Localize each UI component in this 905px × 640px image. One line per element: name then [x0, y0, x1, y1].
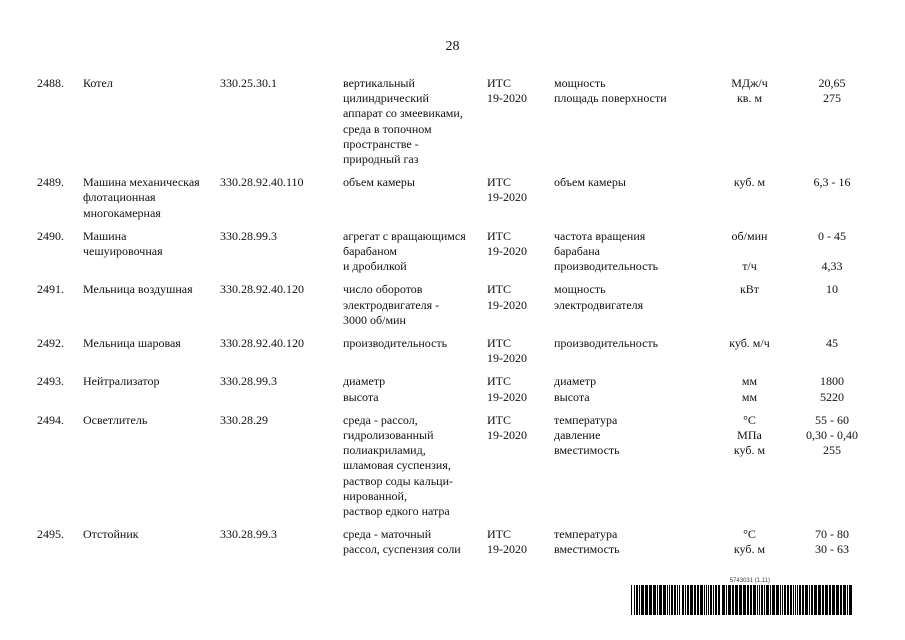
its-reference-line: 19-2020 — [487, 297, 527, 312]
parameter-unit-line: кв. м — [736, 91, 763, 106]
okpd-code — [220, 413, 268, 428]
equipment-name — [83, 413, 218, 428]
parameter-value — [792, 229, 872, 275]
barcode-icon — [631, 585, 855, 615]
its-reference-line: ИТС — [487, 335, 511, 350]
its-reference — [487, 175, 527, 205]
parameter-name — [554, 175, 719, 190]
equipment-description-line: электродвигателя - — [343, 297, 440, 312]
equipment-description-line: нированной, — [343, 488, 407, 503]
equipment-description-line: 3000 об/мин — [343, 312, 406, 327]
parameter-value-line: 45 — [826, 335, 838, 350]
parameter-value-line: 275 — [823, 91, 841, 106]
equipment-description-line: среда - маточный — [343, 527, 432, 542]
parameter-unit-line: об/мин — [731, 228, 768, 243]
parameter-unit-line: т/ч — [742, 259, 757, 274]
equipment-description — [343, 374, 483, 404]
okpd-code — [220, 374, 277, 389]
equipment-description — [343, 336, 483, 351]
parameter-name-line: диаметр — [554, 374, 597, 389]
its-reference — [487, 413, 527, 443]
parameter-value — [792, 527, 872, 557]
equipment-name-line: флотационная — [83, 190, 156, 205]
parameter-name — [554, 374, 719, 404]
okpd-code-line: 330.28.99.3 — [220, 374, 277, 389]
its-reference-line: 19-2020 — [487, 427, 527, 442]
equipment-description-line: шламовая суспензия, — [343, 458, 451, 473]
equipment-name-line: Отстойник — [83, 527, 139, 542]
table-row — [0, 413, 905, 519]
parameter-unit-line: мм — [741, 389, 758, 404]
equipment-description-line: пространстве - — [343, 136, 419, 151]
parameter-name-line: температура — [554, 412, 618, 427]
its-reference-line: 19-2020 — [487, 389, 527, 404]
parameter-name-line: температура — [554, 527, 618, 542]
parameter-name-line: вместимость — [554, 542, 620, 557]
parameter-unit — [722, 175, 777, 190]
equipment-table — [0, 76, 905, 566]
parameter-unit — [722, 229, 777, 275]
equipment-description-line: цилиндрический — [343, 91, 429, 106]
equipment-description-line: высота — [343, 389, 379, 404]
parameter-name-line: вместимость — [554, 443, 620, 458]
equipment-description-line: рассол, суспензия соли — [343, 542, 461, 557]
parameter-value-line: 55 - 60 — [815, 412, 849, 427]
parameter-name-line: мощность — [554, 282, 606, 297]
equipment-description-line: среда - рассол, — [343, 412, 418, 427]
table-row — [0, 527, 905, 557]
equipment-name — [83, 336, 218, 351]
equipment-description — [343, 413, 483, 519]
table-row — [0, 175, 905, 221]
equipment-description-line: агрегат с вращающимся — [343, 228, 466, 243]
equipment-name — [83, 527, 218, 542]
barcode-block — [631, 578, 855, 619]
its-reference — [487, 76, 527, 106]
equipment-name — [83, 76, 218, 91]
equipment-description-line: барабаном — [343, 243, 397, 258]
parameter-value-line: 5220 — [820, 389, 844, 404]
row-number: 2493. — [37, 374, 64, 389]
parameter-name-line: площадь поверхности — [554, 91, 667, 106]
okpd-code — [220, 527, 277, 542]
parameter-value-line: 10 — [826, 282, 838, 297]
parameter-unit — [722, 527, 777, 557]
its-reference-line: ИТС — [487, 76, 511, 90]
parameter-name-line: давление — [554, 427, 601, 442]
equipment-name-line: Машина механическая — [83, 175, 200, 190]
equipment-description — [343, 282, 483, 328]
parameter-value-line: 70 - 80 — [815, 527, 849, 542]
parameter-unit-line: куб. м — [733, 443, 766, 458]
equipment-description — [343, 76, 483, 167]
equipment-description — [343, 229, 483, 275]
equipment-name-line: многокамерная — [83, 205, 161, 220]
row-number: 2491. — [37, 282, 64, 297]
equipment-description-line: и дробилкой — [343, 259, 407, 274]
equipment-name-line: чешуировочная — [83, 243, 163, 258]
equipment-description-line: среда в топочном — [343, 121, 432, 136]
equipment-description — [343, 175, 483, 190]
okpd-code — [220, 229, 277, 244]
its-reference — [487, 282, 527, 312]
parameter-name — [554, 527, 719, 557]
equipment-description-line: природный газ — [343, 152, 419, 167]
parameter-unit-line: мм — [741, 374, 758, 389]
equipment-description-line: вертикальный — [343, 76, 415, 90]
its-reference-line: ИТС — [487, 175, 511, 190]
parameter-name — [554, 229, 719, 275]
okpd-code — [220, 336, 304, 351]
its-reference — [487, 229, 527, 259]
equipment-name-line: Мельница воздушная — [83, 282, 193, 297]
parameter-value-line: 30 - 63 — [815, 542, 849, 557]
parameter-unit-line: МДж/ч — [731, 76, 768, 90]
its-reference — [487, 374, 527, 404]
parameter-unit-line: МПа — [737, 427, 762, 442]
barcode-caption: 5743031 (1.11) — [729, 578, 770, 584]
its-reference-line: ИТС — [487, 412, 511, 427]
okpd-code — [220, 175, 304, 190]
its-reference-line: 19-2020 — [487, 542, 527, 557]
parameter-name-line: мощность — [554, 76, 606, 90]
equipment-name-line: Котел — [83, 76, 113, 90]
parameter-name-line: высота — [554, 389, 590, 404]
equipment-description-line: производительность — [343, 335, 448, 350]
its-reference — [487, 527, 527, 557]
equipment-description-line: аппарат со змеевиками, — [343, 106, 463, 121]
row-number: 2488. — [37, 76, 64, 90]
parameter-name-line: электродвигателя — [554, 297, 644, 312]
parameter-name — [554, 336, 719, 351]
equipment-name-line: Нейтрализатор — [83, 374, 160, 389]
equipment-description-line: объем камеры — [343, 175, 415, 190]
parameter-value-line: 20,65 — [818, 76, 846, 90]
parameter-value-line: 1800 — [820, 374, 844, 389]
parameter-unit-line — [722, 244, 777, 259]
parameter-unit-line: куб. м/ч — [729, 335, 770, 350]
equipment-name — [83, 175, 218, 221]
parameter-value — [792, 374, 872, 404]
parameter-value — [792, 336, 872, 351]
parameter-unit-line: кВт — [739, 282, 760, 297]
table-row — [0, 336, 905, 366]
its-reference-line: 19-2020 — [487, 91, 527, 106]
equipment-description-line: полиакриламид, — [343, 443, 426, 458]
row-number: 2494. — [37, 412, 64, 427]
parameter-unit — [722, 413, 777, 459]
parameter-value — [792, 175, 872, 190]
parameter-name — [554, 413, 719, 459]
parameter-value-line — [792, 244, 872, 259]
its-reference-line: ИТС — [487, 228, 511, 243]
parameter-name — [554, 76, 719, 106]
parameter-value — [792, 282, 872, 297]
parameter-unit-line: куб. м — [733, 175, 766, 190]
its-reference-line: ИТС — [487, 527, 511, 542]
parameter-value-line: 0 - 45 — [818, 228, 846, 243]
equipment-name-line: Осветлитель — [83, 412, 148, 427]
okpd-code-line: 330.28.92.40.120 — [220, 282, 304, 297]
parameter-value-line: 255 — [823, 443, 841, 458]
parameter-name-line: производительность — [554, 335, 659, 350]
its-reference — [487, 336, 527, 366]
parameter-unit-line: куб. м — [733, 542, 766, 557]
equipment-name — [83, 282, 218, 297]
row-number: 2495. — [37, 527, 64, 542]
parameter-unit-line: °С — [743, 412, 756, 427]
equipment-name-line: Машина — [83, 228, 127, 243]
parameter-name-line: барабана — [554, 243, 600, 258]
its-reference-line: ИТС — [487, 374, 511, 389]
parameter-unit-line: °С — [743, 527, 756, 542]
okpd-code-line: 330.28.92.40.120 — [220, 335, 304, 350]
table-row — [0, 374, 905, 404]
row-number: 2490. — [37, 228, 64, 243]
parameter-value-line: 6,3 - 16 — [813, 175, 851, 190]
equipment-description-line: диаметр — [343, 374, 386, 389]
okpd-code — [220, 76, 277, 91]
its-reference-line: 19-2020 — [487, 243, 527, 258]
parameter-value-line: 4,33 — [821, 259, 843, 274]
okpd-code-line: 330.28.99.3 — [220, 527, 277, 542]
parameter-value — [792, 76, 872, 106]
its-reference-line: 19-2020 — [487, 190, 527, 205]
table-row — [0, 229, 905, 275]
table-row — [0, 76, 905, 167]
parameter-unit — [722, 76, 777, 106]
parameter-unit — [722, 374, 777, 404]
parameter-unit — [722, 282, 777, 297]
parameter-unit — [722, 336, 777, 351]
okpd-code — [220, 282, 304, 297]
okpd-code-line: 330.28.99.3 — [220, 228, 277, 243]
parameter-name-line: производительность — [554, 259, 659, 274]
equipment-description-line: число оборотов — [343, 282, 423, 297]
table-row — [0, 282, 905, 328]
okpd-code-line: 330.25.30.1 — [220, 76, 277, 90]
equipment-description-line: гидролизованный — [343, 427, 434, 442]
its-reference-line: 19-2020 — [487, 351, 527, 366]
equipment-description-line: раствор едкого натра — [343, 503, 450, 518]
parameter-name — [554, 282, 719, 312]
row-number: 2492. — [37, 335, 64, 350]
equipment-description — [343, 527, 483, 557]
parameter-value-line: 0,30 - 0,40 — [806, 427, 858, 442]
parameter-value — [792, 413, 872, 459]
equipment-name — [83, 229, 218, 259]
equipment-description-line: раствор соды кальци- — [343, 473, 454, 488]
equipment-name — [83, 374, 218, 389]
its-reference-line: ИТС — [487, 282, 511, 297]
parameter-name-line: объем камеры — [554, 175, 626, 190]
page-number: 28 — [445, 39, 460, 54]
parameter-name-line: частота вращения — [554, 228, 646, 243]
row-number: 2489. — [37, 175, 64, 190]
okpd-code-line: 330.28.92.40.110 — [220, 175, 304, 190]
okpd-code-line: 330.28.29 — [220, 412, 268, 427]
equipment-name-line: Мельница шаровая — [83, 335, 181, 350]
